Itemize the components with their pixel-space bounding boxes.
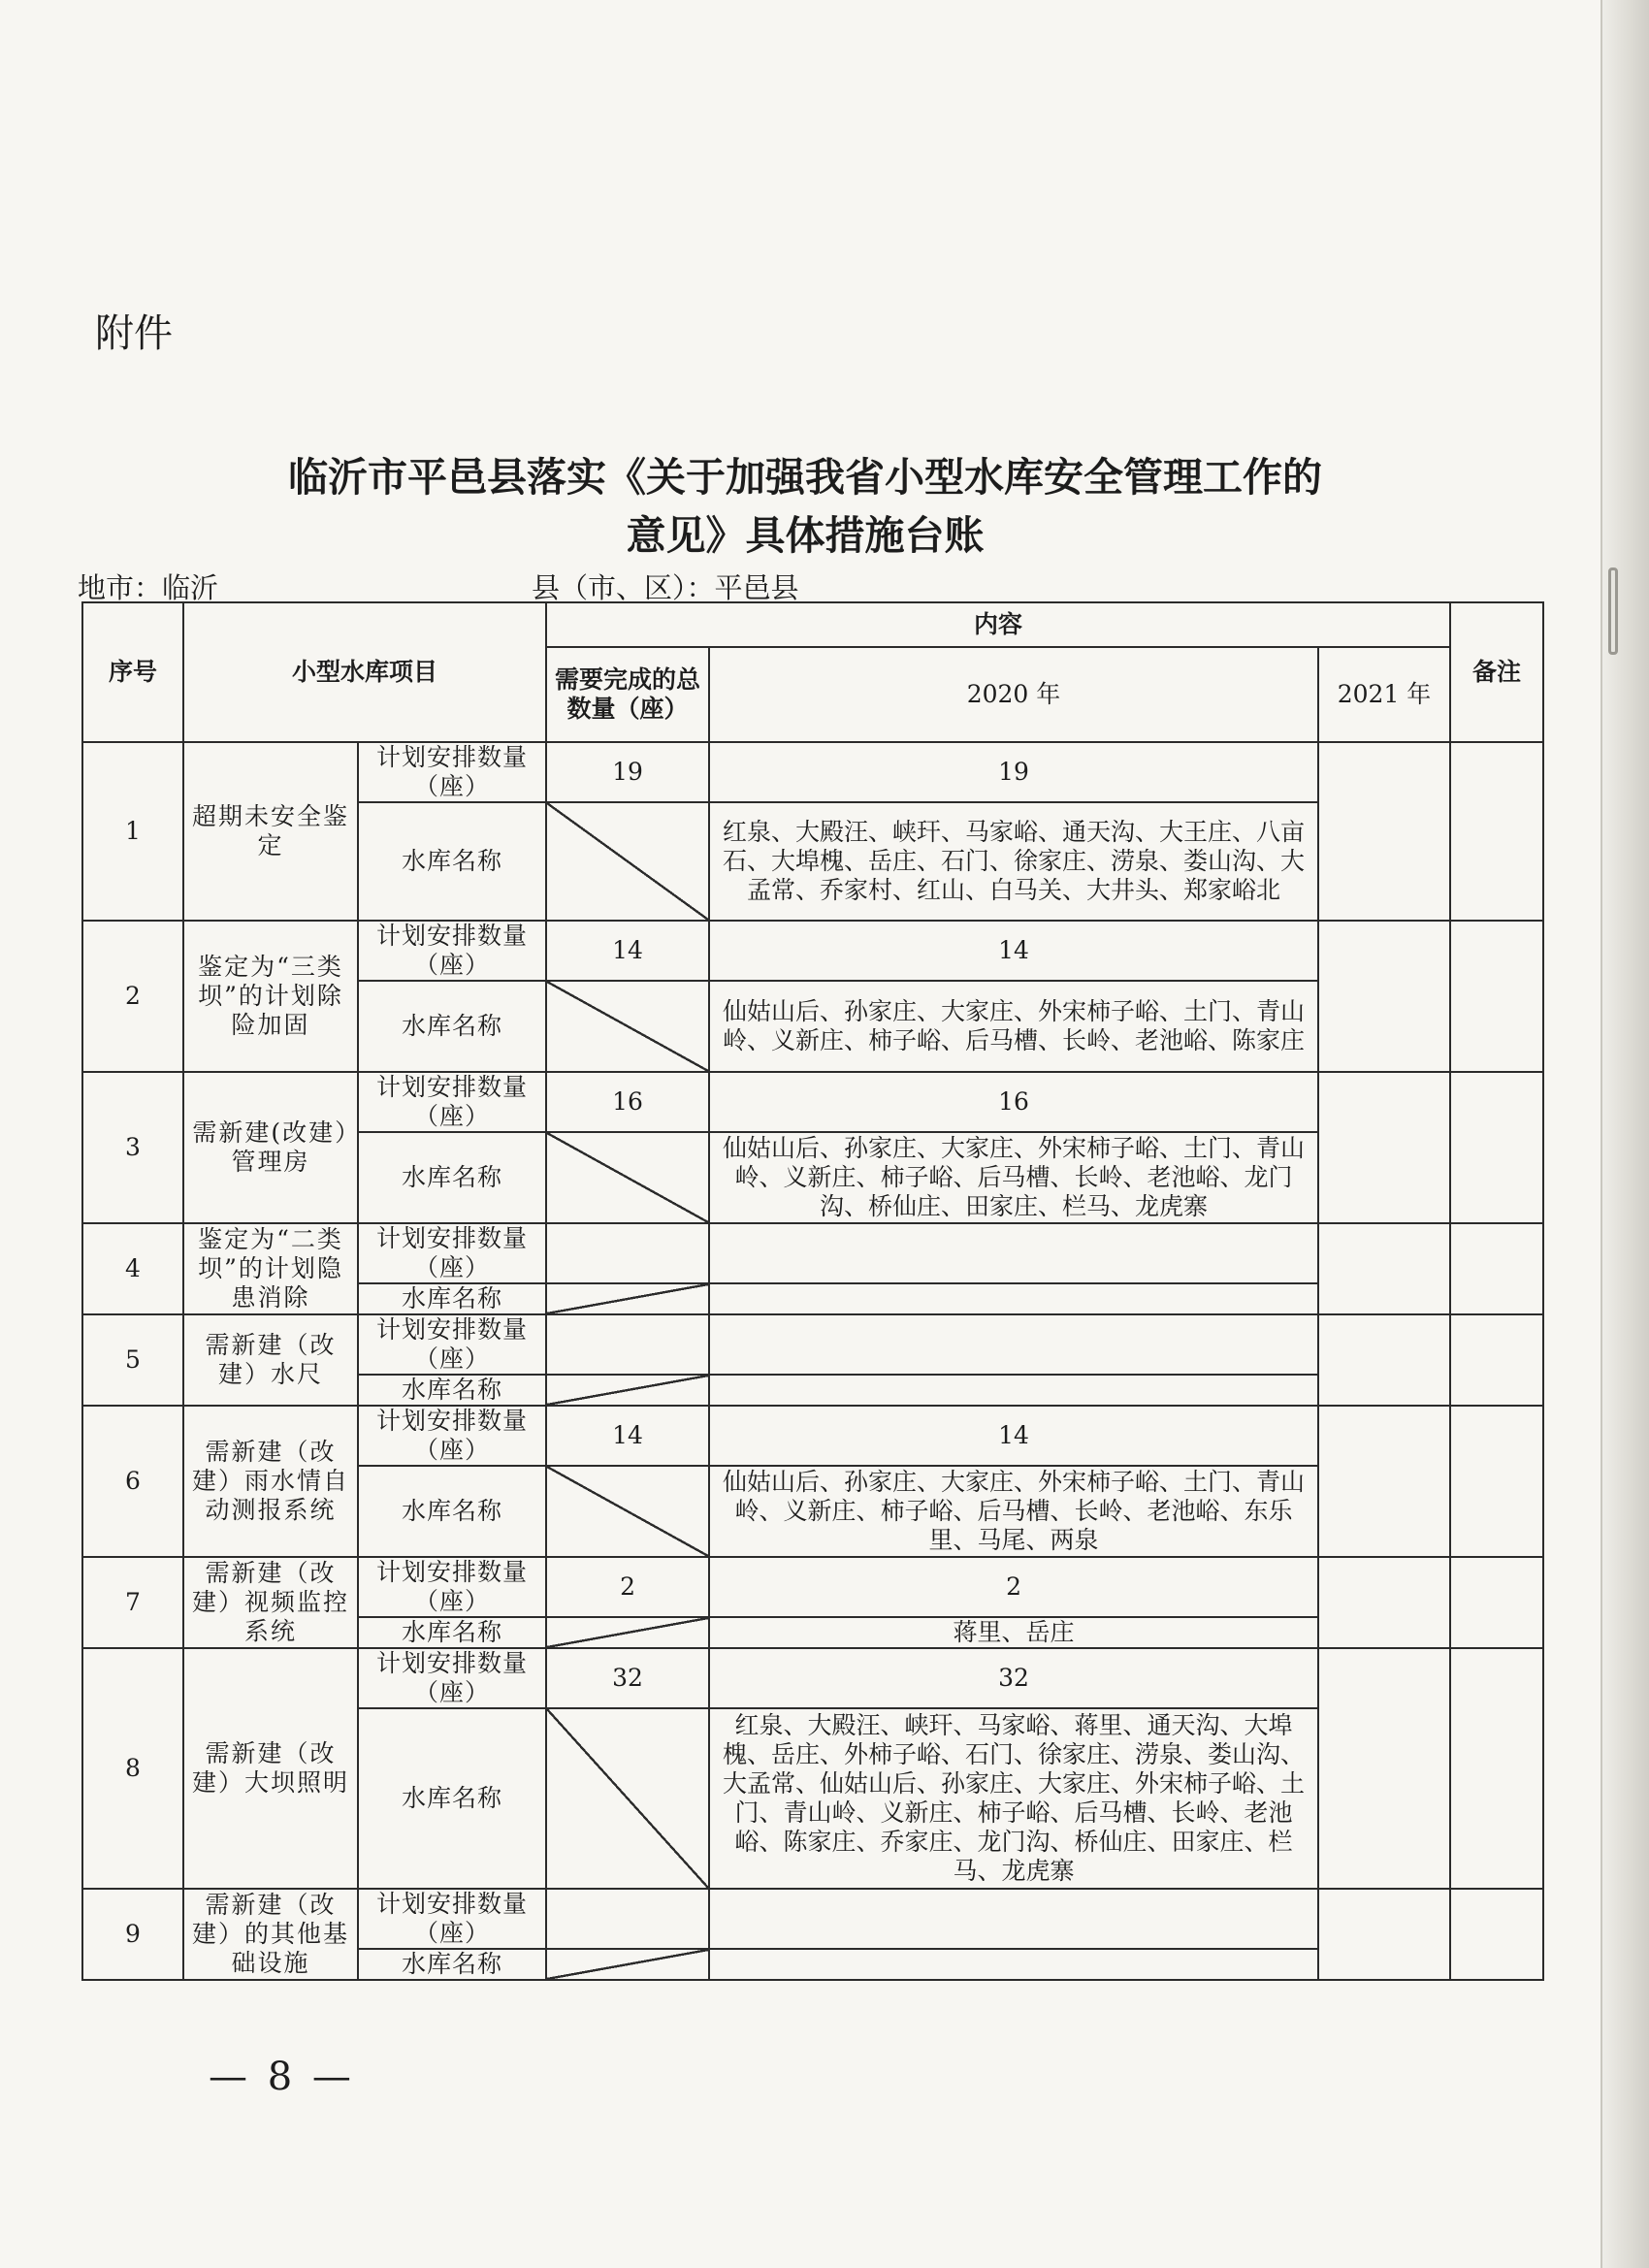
row-2021 xyxy=(1318,1889,1450,1980)
row-total: 19 xyxy=(546,742,709,802)
row-remarks xyxy=(1450,1072,1543,1223)
diagonal-slash-cell xyxy=(546,1283,709,1314)
row-names-label: 水库名称 xyxy=(358,1466,546,1557)
row-2020-names: 仙姑山后、孙家庄、大家庄、外宋柿子峪、土门、青山岭、义新庄、柿子峪、后马槽、长岭、老池峪、东乐里、马尾、两泉 xyxy=(709,1466,1318,1557)
document-title xyxy=(136,448,1474,565)
header-row-1 xyxy=(82,602,1543,647)
row-2020-names: 蒋里、岳庄 xyxy=(709,1617,1318,1648)
row-total: 14 xyxy=(546,1406,709,1466)
row-2021 xyxy=(1318,1072,1450,1223)
row-2021 xyxy=(1318,1406,1450,1557)
row-2020-names xyxy=(709,1949,1318,1980)
row-item: 需新建（改建）雨水情自动测报系统 xyxy=(183,1406,358,1557)
row-names-label: 水库名称 xyxy=(358,981,546,1072)
header-seq: 序号 xyxy=(82,602,183,742)
page-binding-edge xyxy=(1600,0,1649,2268)
row-2020-names: 仙姑山后、孙家庄、大家庄、外宋柿子峪、土门、青山岭、义新庄、柿子峪、后马槽、长岭、老池峪、陈家庄 xyxy=(709,981,1318,1072)
row-remarks xyxy=(1450,921,1543,1072)
row-count-label: 计划安排数量（座） xyxy=(358,1223,546,1283)
row-remarks xyxy=(1450,1648,1543,1889)
diagonal-slash-cell xyxy=(546,1466,709,1557)
diagonal-slash-cell xyxy=(546,981,709,1072)
row-remarks xyxy=(1450,742,1543,921)
row-item: 需新建(改建）管理房 xyxy=(183,1072,358,1223)
row-item: 鉴定为“二类坝”的计划隐患消除 xyxy=(183,1223,358,1314)
row-names-label: 水库名称 xyxy=(358,1949,546,1980)
diagonal-slash-cell xyxy=(546,1708,709,1889)
row-2020-names: 仙姑山后、孙家庄、大家庄、外宋柿子峪、土门、青山岭、义新庄、柿子峪、后马槽、长岭、老池峪、龙门沟、桥仙庄、田家庄、栏马、龙虎寨 xyxy=(709,1132,1318,1223)
row-2020-count: 19 xyxy=(709,742,1318,802)
row-2020-count xyxy=(709,1223,1318,1283)
row-item: 需新建（改建）大坝照明 xyxy=(183,1648,358,1889)
header-content: 内容 xyxy=(546,602,1450,647)
row-seq: 5 xyxy=(82,1314,183,1406)
row-total xyxy=(546,1314,709,1375)
row-seq: 4 xyxy=(82,1223,183,1314)
row-total xyxy=(546,1223,709,1283)
header-remarks: 备注 xyxy=(1450,602,1543,742)
row-seq: 1 xyxy=(82,742,183,921)
diagonal-slash-cell xyxy=(546,1375,709,1406)
table-row xyxy=(82,742,1543,802)
table-row xyxy=(82,921,1543,981)
row-2021 xyxy=(1318,921,1450,1072)
title-line-2: 意见》具体措施台账 xyxy=(626,512,985,559)
row-count-label: 计划安排数量（座） xyxy=(358,1406,546,1466)
row-2020-count: 14 xyxy=(709,921,1318,981)
row-item: 需新建（改建）水尺 xyxy=(183,1314,358,1406)
row-2021 xyxy=(1318,1314,1450,1406)
row-names-label: 水库名称 xyxy=(358,1375,546,1406)
row-names-label: 水库名称 xyxy=(358,1708,546,1889)
header-item: 小型水库项目 xyxy=(183,602,546,742)
row-names-label: 水库名称 xyxy=(358,1132,546,1223)
row-seq: 6 xyxy=(82,1406,183,1557)
row-2020-count: 32 xyxy=(709,1648,1318,1708)
row-remarks xyxy=(1450,1557,1543,1648)
row-seq: 2 xyxy=(82,921,183,1072)
row-2020-count: 14 xyxy=(709,1406,1318,1466)
table-row xyxy=(82,1557,1543,1617)
table-row xyxy=(82,1223,1543,1283)
row-item: 需新建（改建）的其他基础设施 xyxy=(183,1889,358,1980)
row-2020-names: 红泉、大殿汪、峡玕、马家峪、蒋里、通天沟、大埠槐、岳庄、外柿子峪、石门、徐家庄、涝泉、娄山沟、大孟常、仙姑山后、孙家庄、大家庄、外宋柿子峪、土门、青山岭、义新庄、柿子峪、后马槽、长岭、老池峪、陈家庄、乔家庄、龙门沟、桥仙庄、田家庄、栏马、龙虎寨 xyxy=(709,1708,1318,1889)
table-row xyxy=(82,1072,1543,1132)
row-count-label: 计划安排数量（座） xyxy=(358,1314,546,1375)
row-2020-count xyxy=(709,1889,1318,1949)
row-total: 16 xyxy=(546,1072,709,1132)
row-remarks xyxy=(1450,1889,1543,1980)
row-names-label: 水库名称 xyxy=(358,802,546,921)
row-seq: 3 xyxy=(82,1072,183,1223)
row-remarks xyxy=(1450,1406,1543,1557)
row-count-label: 计划安排数量（座） xyxy=(358,1889,546,1949)
row-count-label: 计划安排数量（座） xyxy=(358,742,546,802)
header-total: 需要完成的总数量（座） xyxy=(546,647,709,742)
meta-city: 地市：临沂 xyxy=(78,571,219,604)
row-item: 超期未安全鉴定 xyxy=(183,742,358,921)
header-year-2020: 2020 年 xyxy=(709,647,1318,742)
meta-county: 县（市、区）：平邑县 xyxy=(532,571,799,604)
row-2020-count: 2 xyxy=(709,1557,1318,1617)
row-count-label: 计划安排数量（座） xyxy=(358,1557,546,1617)
row-2021 xyxy=(1318,1223,1450,1314)
row-2020-count: 16 xyxy=(709,1072,1318,1132)
row-2021 xyxy=(1318,742,1450,921)
ledger-table xyxy=(81,601,1544,1981)
row-remarks xyxy=(1450,1223,1543,1314)
attachment-label: 附件 xyxy=(95,311,173,356)
row-names-label: 水库名称 xyxy=(358,1617,546,1648)
diagonal-slash-cell xyxy=(546,1617,709,1648)
row-names-label: 水库名称 xyxy=(358,1283,546,1314)
table-row xyxy=(82,1889,1543,1949)
row-2020-names xyxy=(709,1283,1318,1314)
row-count-label: 计划安排数量（座） xyxy=(358,1072,546,1132)
row-remarks xyxy=(1450,1314,1543,1406)
row-2021 xyxy=(1318,1648,1450,1889)
row-total: 2 xyxy=(546,1557,709,1617)
binding-clip xyxy=(1608,567,1618,655)
diagonal-slash-cell xyxy=(546,1949,709,1980)
page-number: — 8 — xyxy=(209,2055,355,2099)
row-seq: 9 xyxy=(82,1889,183,1980)
row-total: 14 xyxy=(546,921,709,981)
row-total: 32 xyxy=(546,1648,709,1708)
row-item: 鉴定为“三类坝”的计划除险加固 xyxy=(183,921,358,1072)
row-2020-names xyxy=(709,1375,1318,1406)
diagonal-slash-cell xyxy=(546,1132,709,1223)
row-seq: 7 xyxy=(82,1557,183,1648)
row-item: 需新建（改建）视频监控系统 xyxy=(183,1557,358,1648)
row-2020-count xyxy=(709,1314,1318,1375)
row-2020-names: 红泉、大殿汪、峡玕、马家峪、通天沟、大王庄、八亩石、大埠槐、岳庄、石门、徐家庄、涝泉、娄山沟、大孟常、乔家村、红山、白马关、大井头、郑家峪北 xyxy=(709,802,1318,921)
header-year-2021: 2021 年 xyxy=(1318,647,1450,742)
table-row xyxy=(82,1406,1543,1466)
row-2021 xyxy=(1318,1557,1450,1648)
row-seq: 8 xyxy=(82,1648,183,1889)
row-count-label: 计划安排数量（座） xyxy=(358,921,546,981)
table-row xyxy=(82,1314,1543,1375)
row-count-label: 计划安排数量（座） xyxy=(358,1648,546,1708)
diagonal-slash-cell xyxy=(546,802,709,921)
title-line-1: 临沂市平邑县落实《关于加强我省小型水库安全管理工作的 xyxy=(288,454,1322,501)
row-total xyxy=(546,1889,709,1949)
table-row xyxy=(82,1648,1543,1708)
